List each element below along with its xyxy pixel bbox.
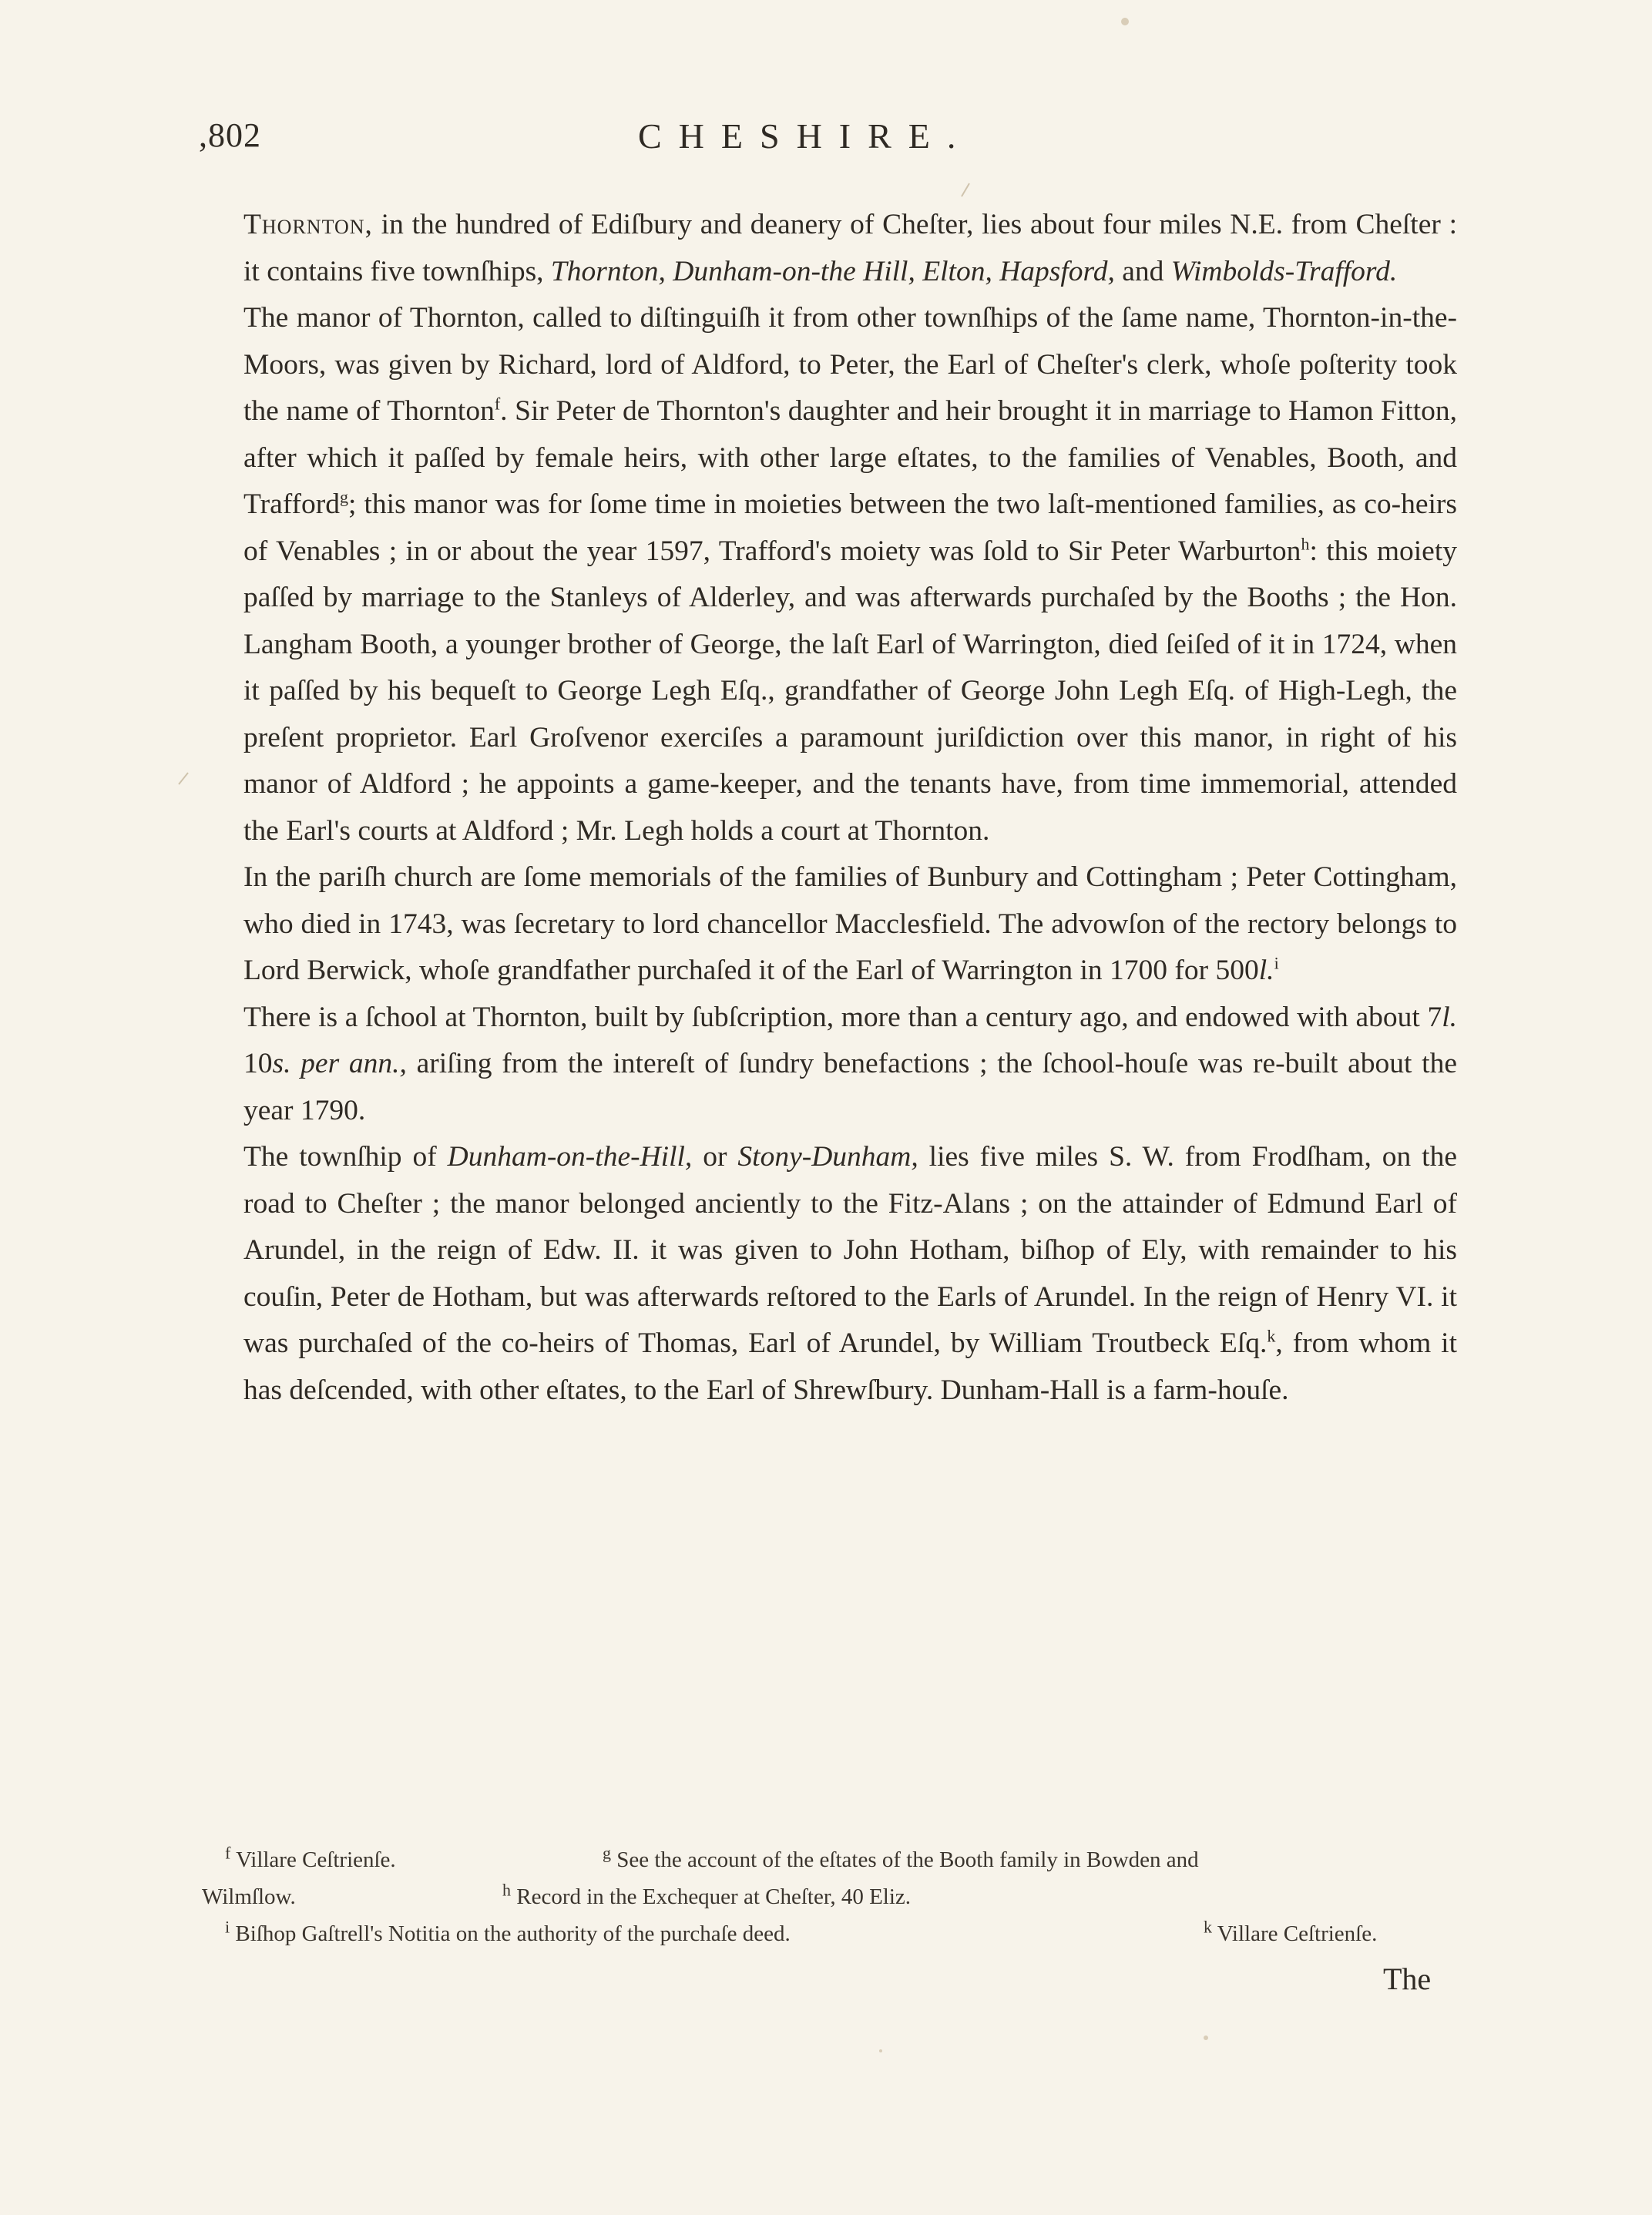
footnote-k bbox=[1204, 1915, 1377, 1952]
footnote-line bbox=[202, 1915, 1456, 1952]
text-run: or bbox=[692, 1141, 738, 1173]
text-run: ; this manor was for ſome time in moieties between the two laſt-mentioned families, as co-heirs of Venables ; in or about the year 1597, Trafford's moiety was ſold to Sir Peter Warburton bbox=[243, 488, 1457, 567]
text-run: , from whom it has deſcended, with other eſtates, to the Earl of Shrewſbury. Dunham-Hall is a farm-houſe. bbox=[243, 1327, 1457, 1406]
text-run: . Sir Peter de Thornton's daughter and heir brought it in marriage to Hamon Fitton, after which it paſſed by female heirs, with other large eſtates, to the families of Venables, Booth, and Trafford bbox=[243, 395, 1457, 520]
text-run: lies five miles S. W. from Frodſham, on the road to Cheſter ; the manor belonged anciently to the Fitz-Alans ; on the attainder of Edmund Earl of Arundel, in the reign of Edw. II. it was given to John Hotham, biſhop of Ely, with remainder to his couſin, Peter de Hotham, but was afterwards reſtored to the Earls of Arundel. In the reign of Henry VI. it was purchaſed of the co-heirs of Thomas, Earl of Arundel, by William Troutbeck Eſq. bbox=[243, 1141, 1457, 1359]
text-run: There is a ſchool at Thornton, built by ſubſcription, more than a century ago, and endowed with about 7 bbox=[243, 1001, 1442, 1033]
footnote-line bbox=[202, 1841, 1456, 1878]
footnote-ref-k: k bbox=[1267, 1326, 1276, 1346]
catchword: The bbox=[1383, 1962, 1432, 1996]
footnotes bbox=[202, 1841, 1456, 1952]
footnote-h bbox=[502, 1878, 911, 1915]
paragraph-dunham bbox=[243, 1134, 1457, 1414]
text-run: and bbox=[1114, 255, 1171, 287]
township-names: Thornton, Dunham-on-the Hill, Elton, Hapsford, bbox=[550, 255, 1115, 287]
township-name: Wimbolds-Trafford. bbox=[1170, 255, 1398, 287]
text-run: : this moiety paſſed by marriage to the Stanleys of Alderley, and was afterwards purchaſed by the Booths ; the Hon. Langham Booth, a younger brother of George, the laſt Earl of Warrington, died ſeiſed of it in 1724, when it paſſed by his bequeſt to George Legh Eſq., grandfather of George John Legh Eſq. of High-Legh, the preſent proprietor. Earl Groſvenor exerciſes a paramount juriſdiction over this manor, in right of his manor of Aldford ; he appoints a game-keeper, and the tenants have, from time immemorial, attended the Earl's courts at Aldford ; Mr. Legh holds a court at Thornton. bbox=[243, 535, 1457, 847]
text-run: 10 bbox=[243, 1048, 273, 1079]
paragraph-thornton bbox=[243, 202, 1457, 295]
text-run: In the pariſh church are ſome memorials of the families of Bunbury and Cottingham ; Peter Cottingham, who died in 1743, was ſecretary to lord chancellor Macclesfield. The advowſon of the rectory belongs to Lord Berwick, whoſe grandfather purchaſed it of the Earl of Warrington in 1700 for 500 bbox=[243, 861, 1457, 986]
body-text bbox=[243, 202, 1457, 1414]
footnote-f bbox=[225, 1841, 396, 1878]
currency-pounds: l. bbox=[1442, 1001, 1457, 1033]
lead-word: Thornton, bbox=[243, 209, 373, 240]
page-number: ,802 bbox=[199, 116, 261, 154]
currency-pounds: l. bbox=[1258, 955, 1274, 986]
township-alt-name: Stony-Dunham, bbox=[737, 1141, 918, 1173]
footnote-text: Villare Ceſtrienſe. bbox=[1217, 1921, 1378, 1946]
township-name: Dunham-on-the-Hill, bbox=[447, 1141, 693, 1173]
footnote-ref-h: h bbox=[1301, 534, 1310, 553]
footnote-mark: h bbox=[502, 1880, 511, 1900]
running-title: CHESHIRE. bbox=[638, 116, 973, 156]
footnote-g bbox=[603, 1841, 1199, 1878]
footnote-text: Villare Ceſtrienſe. bbox=[236, 1848, 396, 1872]
currency-shillings: s. per ann., bbox=[272, 1048, 407, 1079]
footnote-i bbox=[225, 1915, 791, 1952]
footnote-mark: k bbox=[1204, 1917, 1212, 1937]
footnote-mark: f bbox=[225, 1843, 231, 1863]
footnote-ref-g: g bbox=[340, 487, 349, 507]
text-run: in the hundred of Ediſbury and deanery of Cheſter, lies about four miles N.E. from Cheſter : it contains five townſhips, bbox=[243, 209, 1457, 287]
text-run: ariſing from the intereſt of ſundry benefactions ; the ſchool-houſe was re-built about the year 1790. bbox=[243, 1048, 1457, 1126]
footnote-ref-f: f bbox=[494, 394, 501, 414]
paragraph-school bbox=[243, 995, 1457, 1135]
paragraph-church bbox=[243, 854, 1457, 995]
footnote-ref-i: i bbox=[1274, 953, 1279, 973]
footnote-line bbox=[202, 1878, 1456, 1915]
text-run: The townſhip of bbox=[243, 1141, 448, 1173]
running-head bbox=[199, 116, 1462, 169]
text-run: The manor of Thornton, called to diſtinguiſh it from other townſhips of the ſame name, Thornton-in-the-Moors, was given by Richard, lord of Aldford, to Peter, the Earl of Cheſter's clerk, whoſe poſterity took the name of Thornton bbox=[243, 302, 1457, 427]
footnote-text: See the account of the eſtates of the Booth family in Bowden and bbox=[616, 1848, 1199, 1872]
footnote-mark: g bbox=[603, 1843, 611, 1863]
paragraph-manor bbox=[243, 295, 1457, 854]
footnote-g-cont: Wilmſlow. bbox=[202, 1884, 296, 1909]
footnote-text: Biſhop Gaſtrell's Notitia on the authority of the purchaſe deed. bbox=[235, 1921, 791, 1946]
footnote-mark: i bbox=[225, 1917, 230, 1937]
footnote-text: Record in the Exchequer at Cheſter, 40 Eliz. bbox=[516, 1884, 912, 1909]
